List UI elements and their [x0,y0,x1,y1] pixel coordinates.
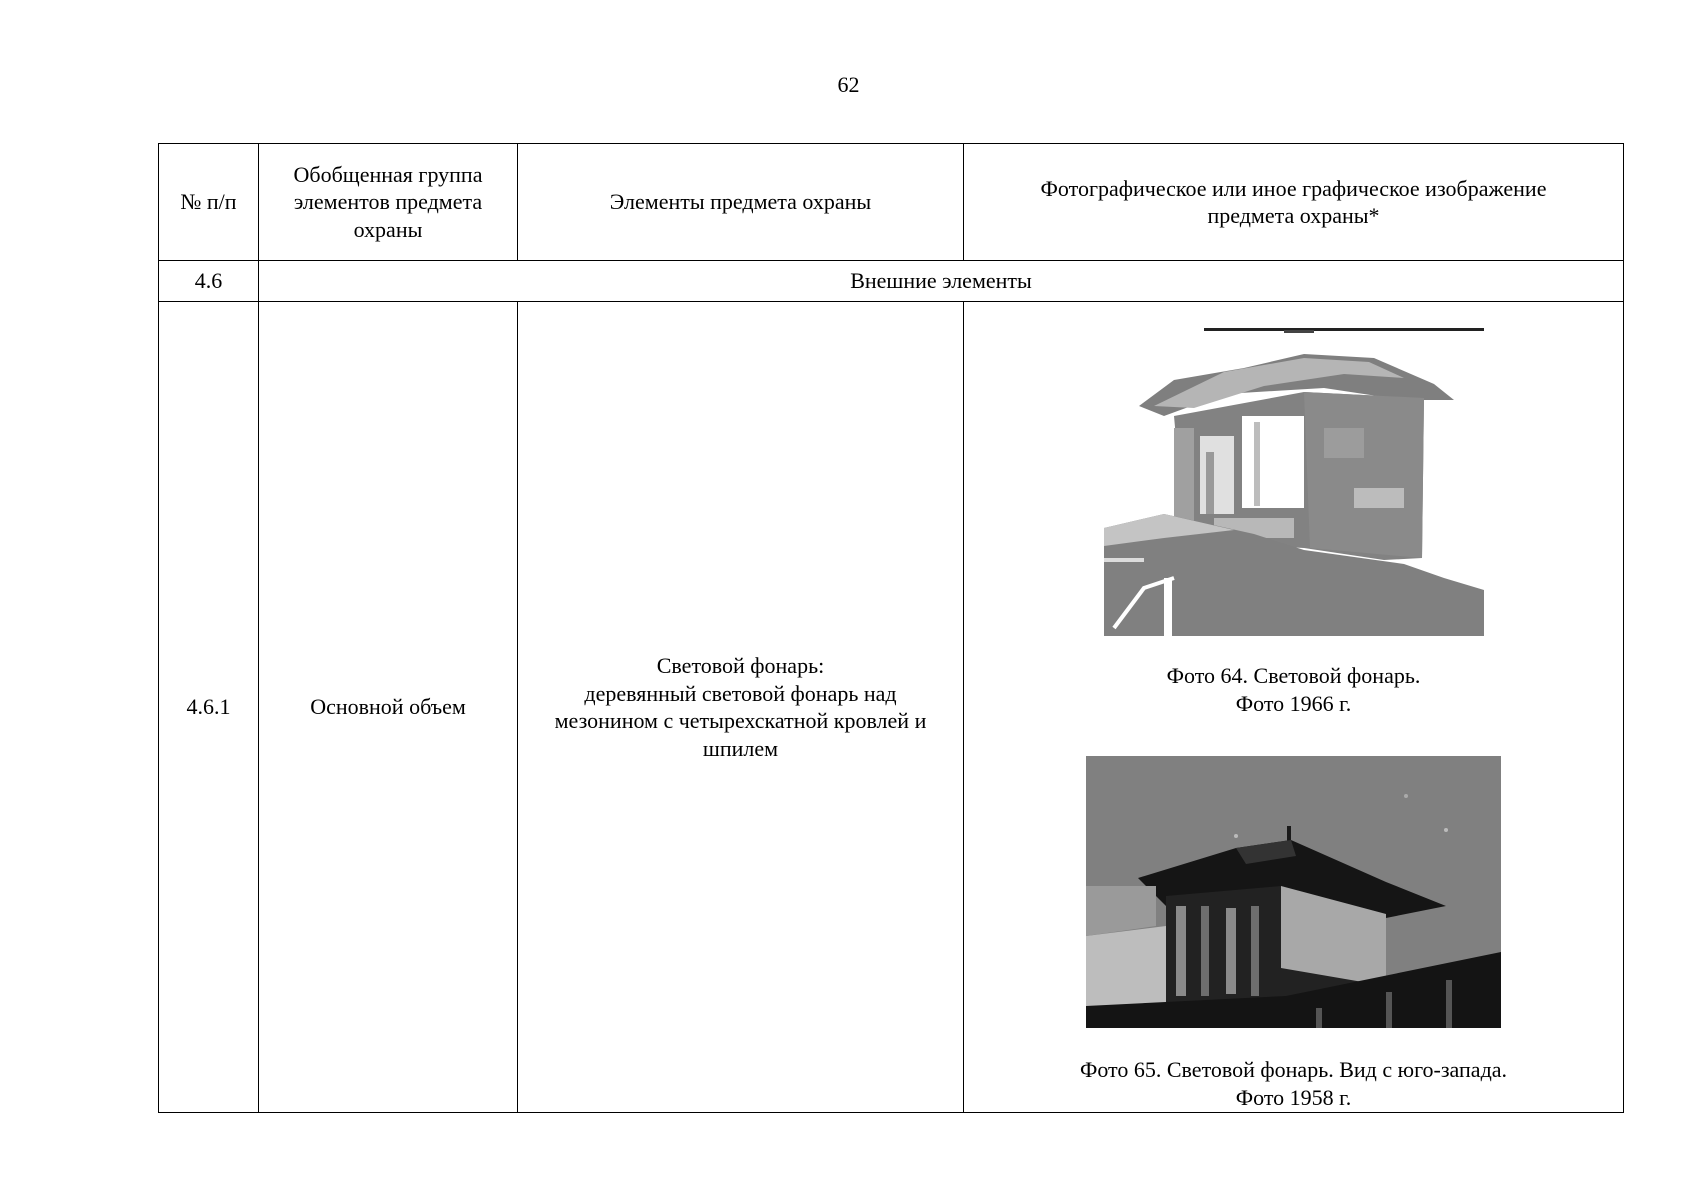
photo-65-block [964,756,1623,1112]
header-elements: Элементы предмета охраны [518,144,964,261]
photo-64-block [964,328,1623,718]
photo-65-caption: Фото 65. Световой фонарь. Вид с юго-запада. Фото 1958 г. [1079,1057,1508,1110]
header-number: № п/п [159,144,259,261]
section-title: Внешние элементы [259,261,1624,302]
section-row [159,261,1624,302]
item-group: Основной объем [259,302,518,1113]
description-title: Световой фонарь: [656,653,825,678]
item-number: 4.6.1 [159,302,259,1113]
table-row [159,302,1624,1113]
description-text: деревянный световой фонарь над мезонином с четырехскатной кровлей и шпилем [554,680,927,761]
header-image: Фотографическое или иное графическое изображение предмета охраны* [964,144,1624,261]
item-photos [964,302,1624,1113]
page-number: 62 [837,72,860,97]
photo-65-image [1086,756,1501,1028]
photo-64-caption: Фото 64. Световой фонарь. Фото 1966 г. [1166,663,1421,716]
item-description [518,302,964,1113]
section-number: 4.6 [159,261,259,302]
table-header-row [159,144,1624,261]
header-group: Обобщенная группа элементов предмета охраны [259,144,518,261]
photo-64-image [1104,328,1484,636]
heritage-elements-table [158,143,1624,1113]
